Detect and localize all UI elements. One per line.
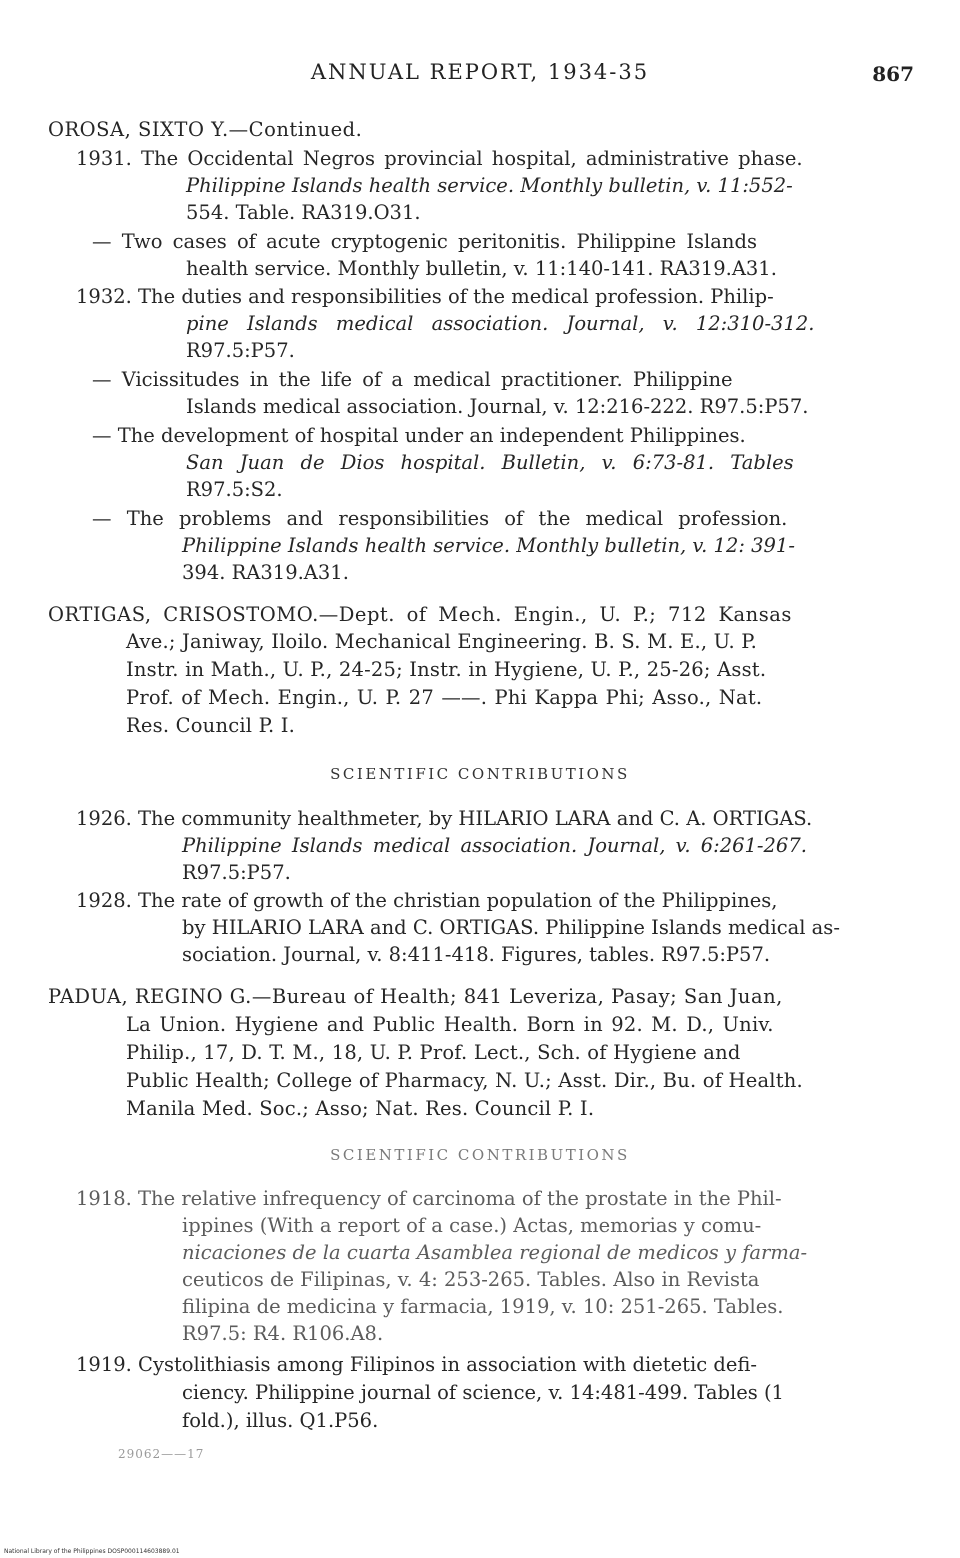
citation-line: by HILARIO LARA and C. ORTIGAS. Philippine Islands medical as- [182,916,840,939]
citation-line: 1932. The duties and responsibilities of the medical profession. Philip- [76,285,774,308]
citation-line: 1919. Cystolithiasis among Filipinos in association with dietetic defi- [76,1353,757,1376]
biography-line: Philip., 17, D. T. M., 18, U. P. Prof. Lect., Sch. of Hygiene and [126,1041,741,1064]
citation-line: R97.5: R4. R106.A8. [182,1322,384,1345]
print-code: 29062——17 [118,1447,205,1461]
citation-line: nicaciones de la cuarta Asamblea regional de medicos y farma- [182,1241,808,1264]
running-title: ANNUAL REPORT, 1934-35 [310,60,650,84]
citation-line: — Two cases of acute cryptogenic peritonitis. Philippine Islands [92,230,757,253]
citation-line: Islands medical association. Journal, v. 12:216-222. R97.5:P57. [186,395,809,418]
biography-line: Res. Council P. I. [126,714,296,737]
citation-line: ceuticos de Filipinas, v. 4: 253-265. Tables. Also in Revista [182,1268,760,1291]
citation-line: 1926. The community healthmeter, by HILARIO LARA and C. A. ORTIGAS. [76,807,813,830]
citation-line: Philippine Islands health service. Monthly bulletin, v. 11:552- [186,174,793,197]
citation-line: Philippine Islands medical association. Journal, v. 6:261-267. [182,834,807,857]
citation-line: — The development of hospital under an independent Philippines. [92,424,746,447]
citation-line: sociation. Journal, v. 8:411-418. Figures, tables. R97.5:P57. [182,943,771,966]
citation-line: R97.5:S2. [186,478,283,501]
citation-line: R97.5:P57. [182,861,291,884]
citation-line: 1931. The Occidental Negros provincial hospital, administrative phase. [76,147,803,170]
section-heading: SCIENTIFIC CONTRIBUTIONS [330,765,630,783]
page-number: 867 [872,62,914,86]
entry-heading: PADUA, REGINO G.—Bureau of Health; 841 Leveriza, Pasay; San Juan, [48,985,783,1008]
biography-line: Public Health; College of Pharmacy, N. U.; Asst. Dir., Bu. of Health. [126,1069,803,1092]
citation-line: 554. Table. RA319.O31. [186,201,421,224]
citation-line: R97.5:P57. [186,339,295,362]
citation-line: fold.), illus. Q1.P56. [182,1409,379,1432]
citation-line: 1928. The rate of growth of the christian population of the Philippines, [76,889,778,912]
biography-line: Prof. of Mech. Engin., U. P. 27 ——. Phi Kappa Phi; Asso., Nat. [126,686,763,709]
citation-line: pine Islands medical association. Journal, v. 12:310-312. [186,312,815,335]
citation-line: 1918. The relative infrequency of carcinoma of the prostate in the Phil- [76,1187,782,1210]
biography-line: Ave.; Janiway, Iloilo. Mechanical Engineering. B. S. M. E., U. P. [126,630,758,653]
section-heading: SCIENTIFIC CONTRIBUTIONS [330,1146,630,1164]
biography-line: La Union. Hygiene and Public Health. Born in 92. M. D., Univ. [126,1013,774,1036]
citation-line: San Juan de Dios hospital. Bulletin, v. 6:73-81. Tables [186,451,794,474]
citation-line: ciency. Philippine journal of science, v. 14:481-499. Tables (1 [182,1381,784,1404]
citation-line: — Vicissitudes in the life of a medical practitioner. Philippine [92,368,733,391]
archive-stamp: National Library of the Philippines DOSP000114603889.01 [4,1548,180,1555]
entry-heading: ORTIGAS, CRISOSTOMO.—Dept. of Mech. Engin., U. P.; 712 Kansas [48,603,792,626]
entry-heading: OROSA, SIXTO Y.—Continued. [48,118,363,141]
citation-line: — The problems and responsibilities of the medical profession. [92,507,788,530]
citation-line: ippines (With a report of a case.) Actas, memorias y comu- [182,1214,762,1237]
citation-line: filipina de medicina y farmacia, 1919, v. 10: 251-265. Tables. [182,1295,784,1318]
citation-line: 394. RA319.A31. [182,561,349,584]
citation-line: health service. Monthly bulletin, v. 11:140-141. RA319.A31. [186,257,777,280]
biography-line: Manila Med. Soc.; Asso; Nat. Res. Council P. I. [126,1097,595,1120]
biography-line: Instr. in Math., U. P., 24-25; Instr. in Hygiene, U. P., 25-26; Asst. [126,658,767,681]
citation-line: Philippine Islands health service. Monthly bulletin, v. 12: 391- [182,534,795,557]
